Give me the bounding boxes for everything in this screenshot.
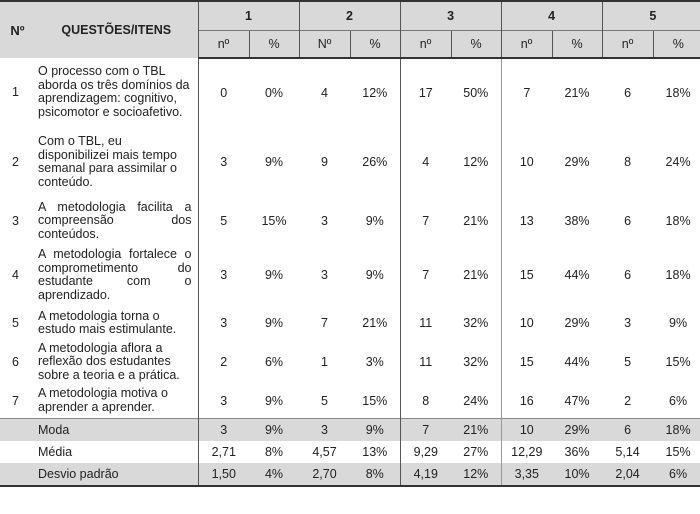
count-cell: 7 xyxy=(400,198,451,244)
count-cell: 1,50 xyxy=(198,463,249,486)
header-question: QUESTÕES/ITENS xyxy=(35,1,198,58)
count-cell: 10 xyxy=(501,418,552,441)
percent-cell: 47% xyxy=(564,393,590,408)
count-cell: 17 xyxy=(400,58,451,126)
count-cell: 4,57 xyxy=(312,444,337,459)
count-cell: 2,71 xyxy=(198,441,249,463)
percent-cell: 24% xyxy=(463,393,489,408)
percent-cell: 12% xyxy=(463,155,489,169)
percent-cell: 18% xyxy=(665,214,691,228)
count-cell: 16 xyxy=(501,384,552,418)
header-group-4: 4 xyxy=(501,1,602,31)
percent-cell: 0% xyxy=(264,85,284,100)
percent-cell: 4% xyxy=(249,463,299,486)
sub-header-count: nº xyxy=(501,31,552,59)
summary-label: Desvio padrão xyxy=(35,463,198,486)
percent-cell: 9% xyxy=(264,268,284,282)
percent-cell: 9% xyxy=(350,418,400,441)
count-cell: 3 xyxy=(321,214,328,228)
count-cell: 7 xyxy=(400,244,451,306)
percent-cell: 15% xyxy=(362,393,388,408)
question-text: A metodologia aflora a reflexão dos estudantes sobre a teoria e a prática. xyxy=(38,340,180,382)
table-row xyxy=(0,306,700,340)
percent-cell: 29% xyxy=(564,155,590,169)
count-cell: 6 xyxy=(602,418,653,441)
sub-header-count: Nº xyxy=(299,31,350,59)
percent-cell: 8% xyxy=(350,463,400,486)
count-cell: 4,19 xyxy=(400,463,451,486)
row-number: 6 xyxy=(12,355,19,369)
count-cell: 5 xyxy=(624,355,632,369)
sub-header-percent: % xyxy=(249,31,299,59)
header-group-3: 3 xyxy=(400,1,501,31)
sub-header-count: nº xyxy=(602,31,653,59)
sub-header-count: nº xyxy=(198,31,249,59)
count-cell: 3 xyxy=(198,306,249,340)
percent-cell: 21% xyxy=(362,316,388,330)
percent-cell: 6% xyxy=(669,393,688,408)
count-cell: 9 xyxy=(321,155,328,169)
row-number: 5 xyxy=(12,316,19,330)
percent-cell: 15% xyxy=(665,355,691,369)
percent-cell: 24% xyxy=(665,155,691,169)
count-cell: 11 xyxy=(400,340,451,384)
question-text: A metodologia facilita a compreensão dos conteúdos. xyxy=(38,199,192,241)
percent-cell: 18% xyxy=(665,268,691,282)
percent-cell: 18% xyxy=(665,85,691,100)
percent-cell: 29% xyxy=(564,316,590,330)
percent-cell: 29% xyxy=(552,418,602,441)
header-group-5: 5 xyxy=(602,1,700,31)
count-cell: 5 xyxy=(198,198,249,244)
question-text: O processo com o TBL aborda os três domínios da aprendizagem: cognitivo, psicomotor e socioafetivo. xyxy=(38,64,190,119)
percent-cell: 18% xyxy=(653,418,700,441)
count-cell: 8 xyxy=(400,384,451,418)
percent-cell: 9% xyxy=(365,268,384,282)
row-number: 3 xyxy=(12,214,19,228)
header-group-1: 1 xyxy=(198,1,299,31)
question-text: A metodologia motiva o aprender a aprender. xyxy=(38,386,168,414)
percent-cell: 21% xyxy=(451,418,501,441)
count-cell: 15 xyxy=(501,244,552,306)
header-group-2: 2 xyxy=(299,1,400,31)
row-number: 4 xyxy=(12,268,19,282)
row-number: 2 xyxy=(12,155,19,169)
table-header xyxy=(0,1,700,58)
percent-cell: 21% xyxy=(463,214,489,228)
percent-cell: 12% xyxy=(362,85,388,100)
table-row xyxy=(0,244,700,306)
percent-cell: 15% xyxy=(261,214,287,228)
count-cell: 5 xyxy=(321,393,328,408)
percent-cell: 27% xyxy=(463,444,489,459)
summary-label: Média xyxy=(38,444,73,459)
table-row xyxy=(0,198,700,244)
count-cell: 10 xyxy=(501,126,552,198)
percent-cell: 32% xyxy=(463,316,489,330)
percent-cell: 38% xyxy=(564,214,590,228)
count-cell: 7 xyxy=(400,418,451,441)
percent-cell: 50% xyxy=(463,85,489,100)
header-number: Nº xyxy=(0,1,35,58)
percent-cell: 15% xyxy=(665,444,691,459)
summary-row xyxy=(0,441,700,463)
sub-header-percent: % xyxy=(350,31,400,59)
sub-header-percent: % xyxy=(552,31,602,59)
count-cell: 12,29 xyxy=(501,441,552,463)
table-row xyxy=(0,58,700,126)
table-row xyxy=(0,384,700,418)
sub-header-count: nº xyxy=(400,31,451,59)
count-cell: 6 xyxy=(624,268,632,282)
sub-header-percent: % xyxy=(653,31,700,59)
percent-cell: 32% xyxy=(463,355,489,369)
percent-cell: 13% xyxy=(362,444,388,459)
count-cell: 4 xyxy=(321,85,328,100)
count-cell: 1 xyxy=(321,355,328,369)
sub-header-percent: % xyxy=(451,31,501,59)
summary-row xyxy=(0,463,700,486)
count-cell: 7 xyxy=(321,316,328,330)
percent-cell: 6% xyxy=(653,463,700,486)
count-cell: 3,35 xyxy=(501,463,552,486)
count-cell: 3 xyxy=(321,268,328,282)
summary-row xyxy=(0,418,700,441)
count-cell: 2,70 xyxy=(299,463,350,486)
percent-cell: 9% xyxy=(264,155,284,169)
count-cell: 11 xyxy=(400,306,451,340)
row-number: 1 xyxy=(12,85,19,99)
count-cell: 3 xyxy=(299,418,350,441)
count-cell: 2,04 xyxy=(602,463,653,486)
count-cell: 0 xyxy=(198,58,249,126)
percent-cell: 3% xyxy=(365,355,384,369)
percent-cell: 9% xyxy=(264,316,284,330)
question-text: Com o TBL, eu disponibilizei mais tempo semanal para assimilar o conteúdo. xyxy=(38,134,177,189)
table-row xyxy=(0,340,700,384)
count-cell: 2 xyxy=(624,393,632,408)
count-cell: 7 xyxy=(501,58,552,126)
count-cell: 13 xyxy=(501,198,552,244)
row-number: 7 xyxy=(12,393,19,408)
percent-cell: 10% xyxy=(552,463,602,486)
count-cell: 9,29 xyxy=(400,441,451,463)
count-cell: 8 xyxy=(624,155,632,169)
percent-cell: 6% xyxy=(264,355,284,369)
question-text: A metodologia fortalece o comprometimento do estudante com o aprendizado. xyxy=(38,247,192,302)
percent-cell: 21% xyxy=(564,85,590,100)
count-cell: 15 xyxy=(501,340,552,384)
count-cell: 3 xyxy=(198,126,249,198)
percent-cell: 9% xyxy=(365,214,384,228)
count-cell: 3 xyxy=(198,418,249,441)
count-cell: 5,14 xyxy=(615,444,640,459)
count-cell: 4 xyxy=(400,126,451,198)
percent-cell: 8% xyxy=(264,444,284,459)
count-cell: 6 xyxy=(624,85,632,100)
count-cell: 3 xyxy=(624,316,632,330)
count-cell: 10 xyxy=(501,306,552,340)
percent-cell: 12% xyxy=(451,463,501,486)
percent-cell: 9% xyxy=(264,393,284,408)
percent-cell: 26% xyxy=(362,155,388,169)
table-row xyxy=(0,126,700,198)
count-cell: 6 xyxy=(624,214,632,228)
table-body xyxy=(0,58,700,486)
percent-cell: 36% xyxy=(564,444,590,459)
percent-cell: 44% xyxy=(564,355,590,369)
percent-cell: 9% xyxy=(669,316,688,330)
count-cell: 3 xyxy=(198,384,249,418)
count-cell: 3 xyxy=(198,244,249,306)
question-text: A metodologia torna o estudo mais estimulante. xyxy=(38,308,177,336)
summary-label: Moda xyxy=(35,418,198,441)
percent-cell: 21% xyxy=(463,268,489,282)
percent-cell: 44% xyxy=(564,268,590,282)
percent-cell: 9% xyxy=(249,418,299,441)
count-cell: 2 xyxy=(198,340,249,384)
